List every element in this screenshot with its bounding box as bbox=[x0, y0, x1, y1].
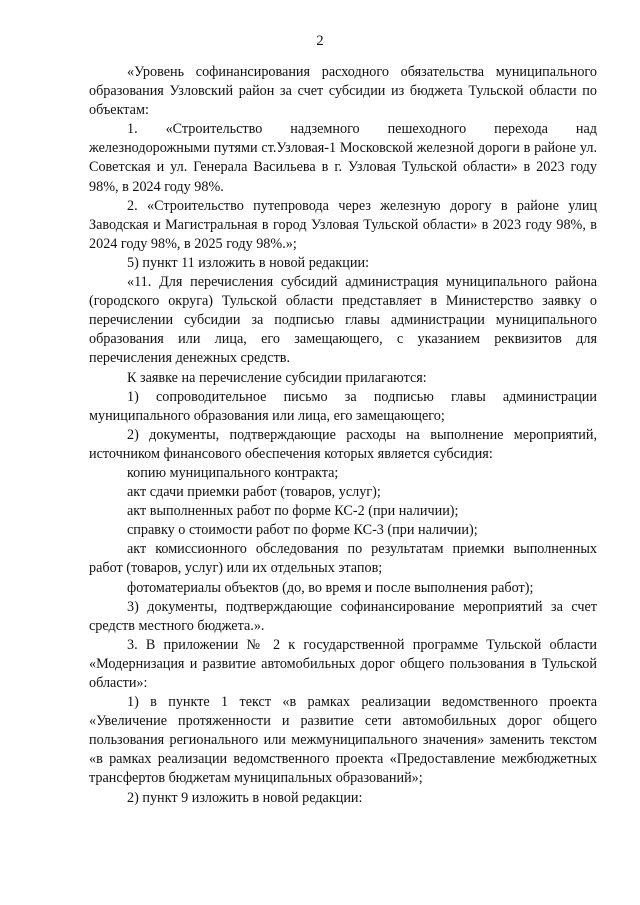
list-item-contract: копию муниципального контракта; bbox=[127, 464, 339, 481]
paragraph-section-3: 3. В приложении № 2 к государственной программе Тульской области «Модернизация и развитие автомобильных дорог общего пользования в Тульской области»: bbox=[89, 636, 597, 691]
paragraph-section-3-item-2: 2) пункт 9 изложить в новой редакции: bbox=[127, 789, 363, 806]
paragraph-attachment-1: 1) сопроводительное письмо за подписью главы администрации муниципального образования или лица, его замещающего; bbox=[89, 388, 597, 424]
list-item-commission-act: акт комиссионного обследования по результатам приемки выполненных работ (товаров, услуг) или их отдельных этапов; bbox=[89, 541, 597, 577]
paragraph-attachment-3: 3) документы, подтверждающие софинансирование мероприятий за счет средств местного бюджета.». bbox=[89, 598, 597, 634]
paragraph-attachments-intro: К заявке на перечисление субсидии прилагаются: bbox=[127, 369, 427, 386]
list-item-photos: фотоматериалы объектов (до, во время и после выполнения работ); bbox=[127, 579, 534, 596]
list-item-ks2: акт выполненных работ по форме КС-2 (при наличии); bbox=[127, 503, 459, 520]
paragraph-section-3-item-1: 1) в пункте 1 текст «в рамках реализации ведомственного проекта «Увеличение протяженности и развитие сети автомобильных дорог общего пользования регионального или межмуниципального значения» заменить текстом «в рамках реализации ведомственного проекта «Предоставление межбюджетных трансфертов бюджетам муниципальных образований»; bbox=[89, 694, 597, 787]
paragraph-object-1: 1. «Строительство надземного пешеходного перехода над железнодорожными путями ст.Узловая-1 Московской железной дороги в районе ул. Советская и ул. Генерала Васильева в г. Узловая Тульской области» в 2023 году 98%, в 2024 году 98%. bbox=[89, 121, 597, 195]
paragraph-cofinancing-level: «Уровень софинансирования расходного обязательства муниципального образования Узловский район за счет субсидии из бюджета Тульской области по объектам: bbox=[89, 64, 597, 119]
list-item-ks3: справку о стоимости работ по форме КС-3 (при наличии); bbox=[127, 522, 478, 539]
paragraph-object-2: 2. «Строительство путепровода через железную дорогу в районе улиц Заводская и Магистральная в город Узловая Тульской области» в 2023 году 98%, в 2024 году 98%, в 2025 году 98%.»; bbox=[89, 197, 597, 252]
paragraph-item-5: 5) пункт 11 изложить в новой редакции: bbox=[127, 254, 370, 271]
document-body bbox=[89, 63, 597, 808]
paragraph-attachment-2: 2) документы, подтверждающие расходы на выполнение мероприятий, источником финансового обеспечения которых является субсидия: bbox=[89, 426, 597, 462]
page-number: 2 bbox=[316, 33, 324, 49]
list-item-acceptance-act: акт сдачи приемки работ (товаров, услуг); bbox=[127, 484, 381, 501]
paragraph-clause-11: «11. Для перечисления субсидий администрация муниципального района (городского округа) Тульской области представляет в Министерство заявку о перечислении субсидии за подписью главы администрации муниципального образования или лица, его замещающего, с указанием реквизитов для перечисления денежных средств. bbox=[89, 274, 597, 367]
